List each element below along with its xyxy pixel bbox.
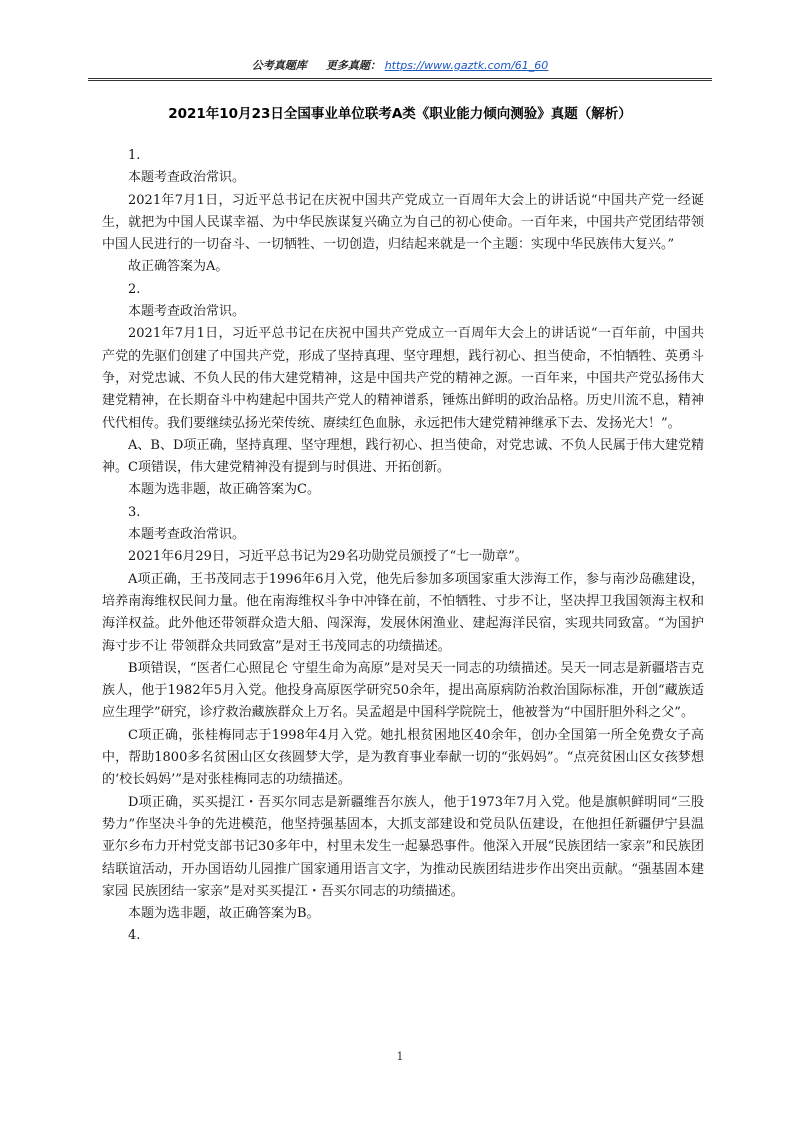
header-url-link[interactable]: https://www.gaztk.com/61_60	[384, 59, 549, 72]
document-title: 2021年10月23日全国事业单位联考A类《职业能力倾向测验》真题（解析）	[168, 106, 632, 122]
paragraph: C项正确，张桂梅同志于1998年4月入党。她扎根贫困地区40余年，创办全国第一所全免费女子高中，帮助1800多名贫困山区女孩圆梦大学，是为教育事业奉献一切的“张妈妈”。“点亮贫困山区女孩梦想的‘校长妈妈’”是对张桂梅同志的功绩描述。	[102, 727, 704, 788]
paragraph: 本题为选非题，故正确答案为B。	[128, 906, 320, 922]
header-prefix: 更多真题：	[325, 59, 381, 72]
paragraph: A、B、D项正确，坚持真理、坚守理想，践行初心、担当使命，对党忠诚、不负人民属于伟大建党精神。C项错误，伟大建党精神没有提到与时俱进、开拓创新。	[102, 437, 704, 476]
paragraph: 本题为选非题，故正确答案为C。	[128, 482, 320, 498]
paragraph: 2.	[128, 281, 141, 297]
paragraph: 3.	[128, 504, 141, 520]
paragraph: B项错误，“医者仁心照昆仑 守望生命为高原”是对吴天一同志的功绩描述。吴天一同志是新疆塔吉克族人，他于1982年5月入党。他投身高原医学研究50余年，提出高原病防治救治国际标准，开创“藏族适应生理学”研究，诊疗救治藏族群众上万名。吴孟超是中国科学院院士，他被誉为“中国肝胆外科之父”。	[102, 660, 704, 721]
paragraph: 2021年7月1日，习近平总书记在庆祝中国共产党成立一百周年大会上的讲话说“中国共产党一经诞生，就把为中国人民谋幸福、为中华民族谋复兴确立为自己的初心使命。一百年来，中国共产党团结带领中国人民进行的一切奋斗、一切牺牲、一切创造，归结起来就是一个主题：实现中华民族伟大复兴。”	[102, 192, 704, 253]
paragraph: 故正确答案为A。	[128, 259, 229, 275]
paragraph: 本题考查政治常识。	[128, 304, 246, 320]
paragraph: 1.	[128, 148, 141, 163]
document-body	[102, 145, 704, 948]
header-site-name: 公考真题库	[251, 59, 307, 72]
page-header	[0, 57, 800, 73]
paragraph: 本题考查政治常识。	[128, 527, 246, 543]
paragraph: A项正确，王书茂同志于1996年6月入党，他先后参加多项国家重大涉海工作，参与南沙岛礁建设，培养南海维权民间力量。他在南海维权斗争中冲锋在前，不怕牺牲、寸步不让，坚决捍卫我国领海主权和海洋权益。此外他还带领群众造大船、闯深海，发展休闲渔业、建起海洋民宿，实现共同致富。“为国护海寸步不让 带领群众共同致富”是对王书茂同志的功绩描述。	[102, 571, 704, 654]
paragraph: 本题考查政治常识。	[128, 170, 246, 186]
header-divider	[88, 78, 712, 81]
paragraph: 2021年6月29日，习近平总书记为29名功勋党员颁授了“七一勋章”。	[128, 549, 528, 565]
page-number: 1	[396, 1050, 404, 1063]
paragraph: 4.	[128, 928, 141, 944]
paragraph: 2021年7月1日，习近平总书记在庆祝中国共产党成立一百周年大会上的讲话说“一百年前，中国共产党的先驱们创建了中国共产党，形成了坚持真理、坚守理想，践行初心、担当使命，不怕牺牲、英勇斗争，对党忠诚、不负人民的伟大建党精神，这是中国共产党的精神之源。一百年来，中国共产党弘扬伟大建党精神，在长期奋斗中构建起中国共产党人的精神谱系，锤炼出鲜明的政治品格。历史川流不息，精神代代相传。我们要继续弘扬光荣传统、赓续红色血脉，永远把伟大建党精神继承下去、发扬光大！”。	[102, 326, 704, 431]
paragraph: D项正确，买买提江・吾买尔同志是新疆维吾尔族人，他于1973年7月入党。他是旗帜鲜明同“三股势力”作坚决斗争的先进模范，他坚持强基固本，大抓支部建设和党员队伍建设，在他担任新疆伊宁县温亚尔乡布力开村党支部书记30多年中，村里未发生一起暴恐事件。他深入开展“民族团结一家亲”和民族团结联谊活动，开办国语幼儿园推广国家通用语言文字，为推动民族团结进步作出突出贡献。“强基固本建家园 民族团结一家亲”是对买买提江・吾买尔同志的功绩描述。	[102, 794, 704, 899]
